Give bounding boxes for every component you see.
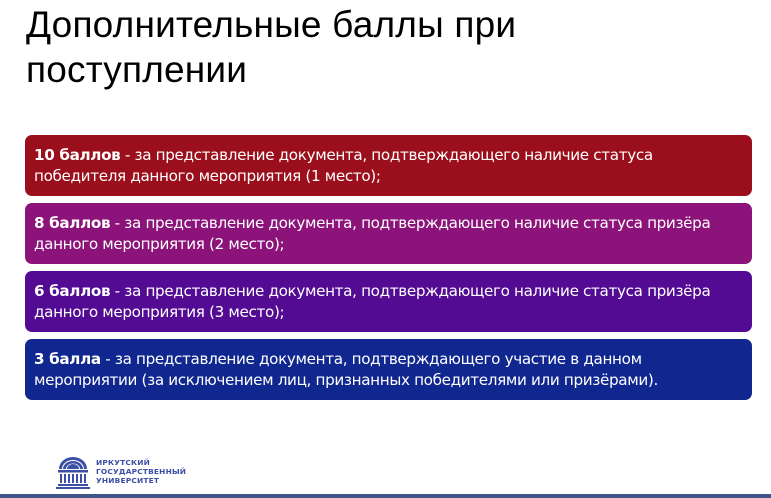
- points-description: - за представление документа, подтверждающего наличие статуса призёра данного мероприятия (3 место);: [34, 282, 711, 321]
- points-card-third-place: [25, 271, 752, 332]
- university-name-line: ИРКУТСКИЙ: [96, 457, 151, 467]
- university-name-line: УНИВЕРСИТЕТ: [96, 475, 160, 485]
- points-card-participation: [25, 339, 752, 400]
- points-card-second-place: [25, 203, 752, 264]
- points-value: 10 баллов: [34, 146, 121, 164]
- university-logo: [56, 451, 186, 491]
- university-name-line: ГОСУДАРСТВЕННЫЙ: [96, 466, 187, 476]
- slide-title: Дополнительные баллы при поступлении: [26, 4, 517, 90]
- points-description: - за представление документа, подтверждающего наличие статуса победителя данного мероприятия (1 место);: [34, 146, 653, 185]
- points-value: 6 баллов: [34, 282, 111, 300]
- university-building-emblem-icon: [56, 453, 90, 489]
- points-description: - за представление документа, подтверждающего участие в данном мероприятии (за исключением лиц, признанных победителями или призёрами).: [34, 350, 658, 389]
- points-value: 8 баллов: [34, 214, 111, 232]
- university-name: [96, 458, 186, 485]
- points-card-first-place: [25, 135, 752, 196]
- points-list: [25, 135, 752, 407]
- points-description: - за представление документа, подтверждающего наличие статуса призёра данного мероприятия (2 место);: [34, 214, 711, 253]
- footer-bar: [0, 494, 771, 498]
- points-value: 3 балла: [34, 350, 101, 368]
